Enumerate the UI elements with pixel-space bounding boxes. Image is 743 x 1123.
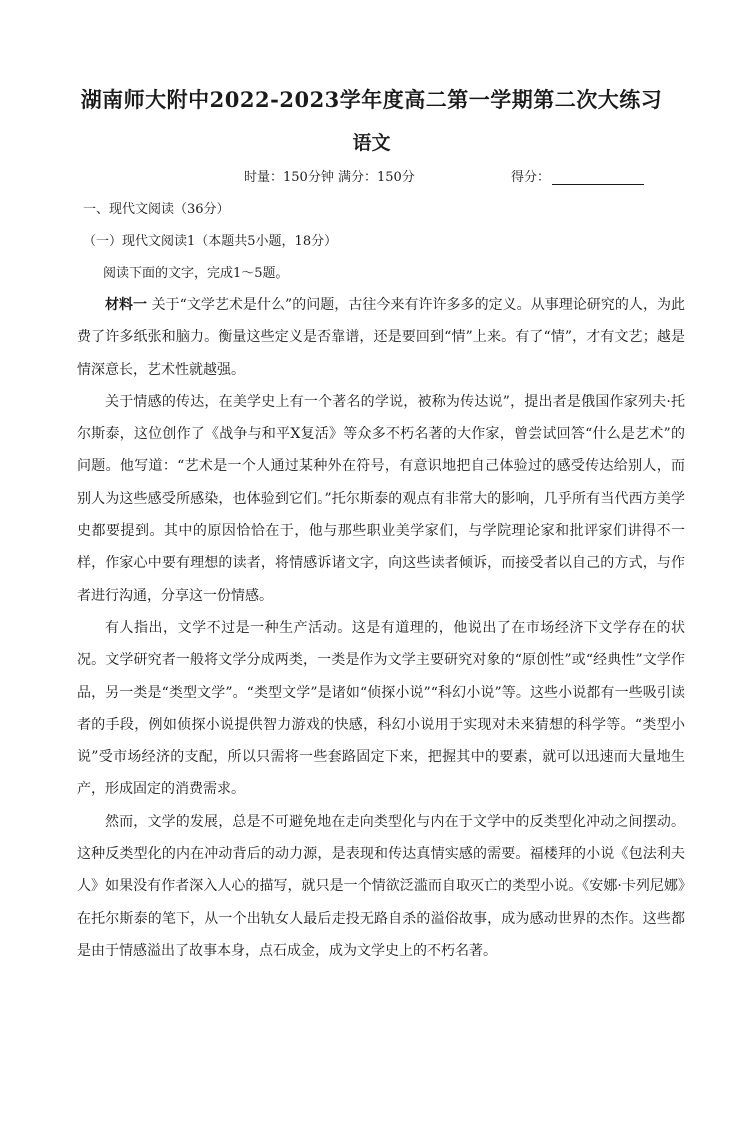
passage-paragraph: 关于情感的传达，在美学史上有一个著名的学说，被称为传达说”，提出者是俄国作家列夫·托尔斯泰，这位创作了《战争与和平X复活》等众多不朽名著的大作家，曾尝试回答“什么是艺术”的问题。他写道：“艺术是一个人通过某种外在符号，有意识地把自己体验过的感受传达给别人，而别人为这些感受所感染，也体验到它们。”托尔斯泰的观点有非常大的影响，几乎所有当代西方美学史都要提到。其中的原因恰恰在于，他与那些职业美学家们，与学院理论家和批评家们讲得不一样，作家心中要有理想的读者，将情感诉诸文字，向这些读者倾诉，而接受者以自己的方式，与作者进行沟通，分享这一份情感。	[77, 393, 685, 604]
material-label: 材料一	[105, 297, 148, 313]
passage-paragraph: 有人指出，文学不过是一种生产活动。这是有道理的，他说出了在市场经济下文学存在的状况。文学研究者一般将文学分成两类，一类是作为文学主要研究对象的“原创性”或“经典性”文学作品，另一类是“类型文学”。“类型文学”是诸如“侦探小说”“科幻小说”等。这些小说都有一些吸引读者的手段，例如侦探小说提供智力游戏的快感，科幻小说用于实现对未来猜想的科学等。“类型小说”受市场经济的支配，所以只需将一些套路固定下来，把握其中的要素，就可以迅速而大量地生产，形成固定的消费需求。	[77, 619, 685, 798]
score-label: 得分：	[511, 170, 551, 185]
subject-title: 语文	[352, 132, 391, 154]
subsection-heading: （一）现代文阅读1（本题共5小题，18分）	[83, 234, 338, 249]
passage-body	[77, 289, 685, 967]
section-heading: 一、现代文阅读（36分）	[83, 202, 230, 217]
score-blank-line	[552, 170, 644, 185]
exam-title: 湖南师大附中2022-2023学年度高二第一学期第二次大练习	[80, 87, 663, 112]
time-score-info: 时量：150分钟 满分：150分	[244, 170, 415, 185]
paragraph-text: 关于“文学艺术是什么”的问题，古往今来有许许多多的定义。从事理论研究的人，为此费了许多纸张和脑力。衡量这些定义是否靠谱，还是要回到“情”上来。有了“情”，才有文艺；越是情深意长，艺术性就越强。	[77, 297, 686, 378]
passage-paragraph	[77, 289, 685, 386]
reading-instruction: 阅读下面的文字，完成1～5题。	[103, 266, 289, 281]
score-field	[511, 166, 644, 185]
passage-paragraph: 然而，文学的发展，总是不可避免地在走向类型化与内在于文学中的反类型化冲动之间摆动。这种反类型化的内在冲动背后的动力源，是表现和传达真情实感的需要。福楼拜的小说《包法利夫人》如果没有作者深入人心的描写，就只是一个情欲泛滥而自取灭亡的类型小说。《安娜·卡列尼娜》在托尔斯泰的笔下，从一个出轨女人最后走投无路自杀的溢俗故事，成为感动世界的杰作。这些都是由于情感溢出了故事本身，点石成金，成为文学史上的不朽名著。	[77, 813, 685, 959]
